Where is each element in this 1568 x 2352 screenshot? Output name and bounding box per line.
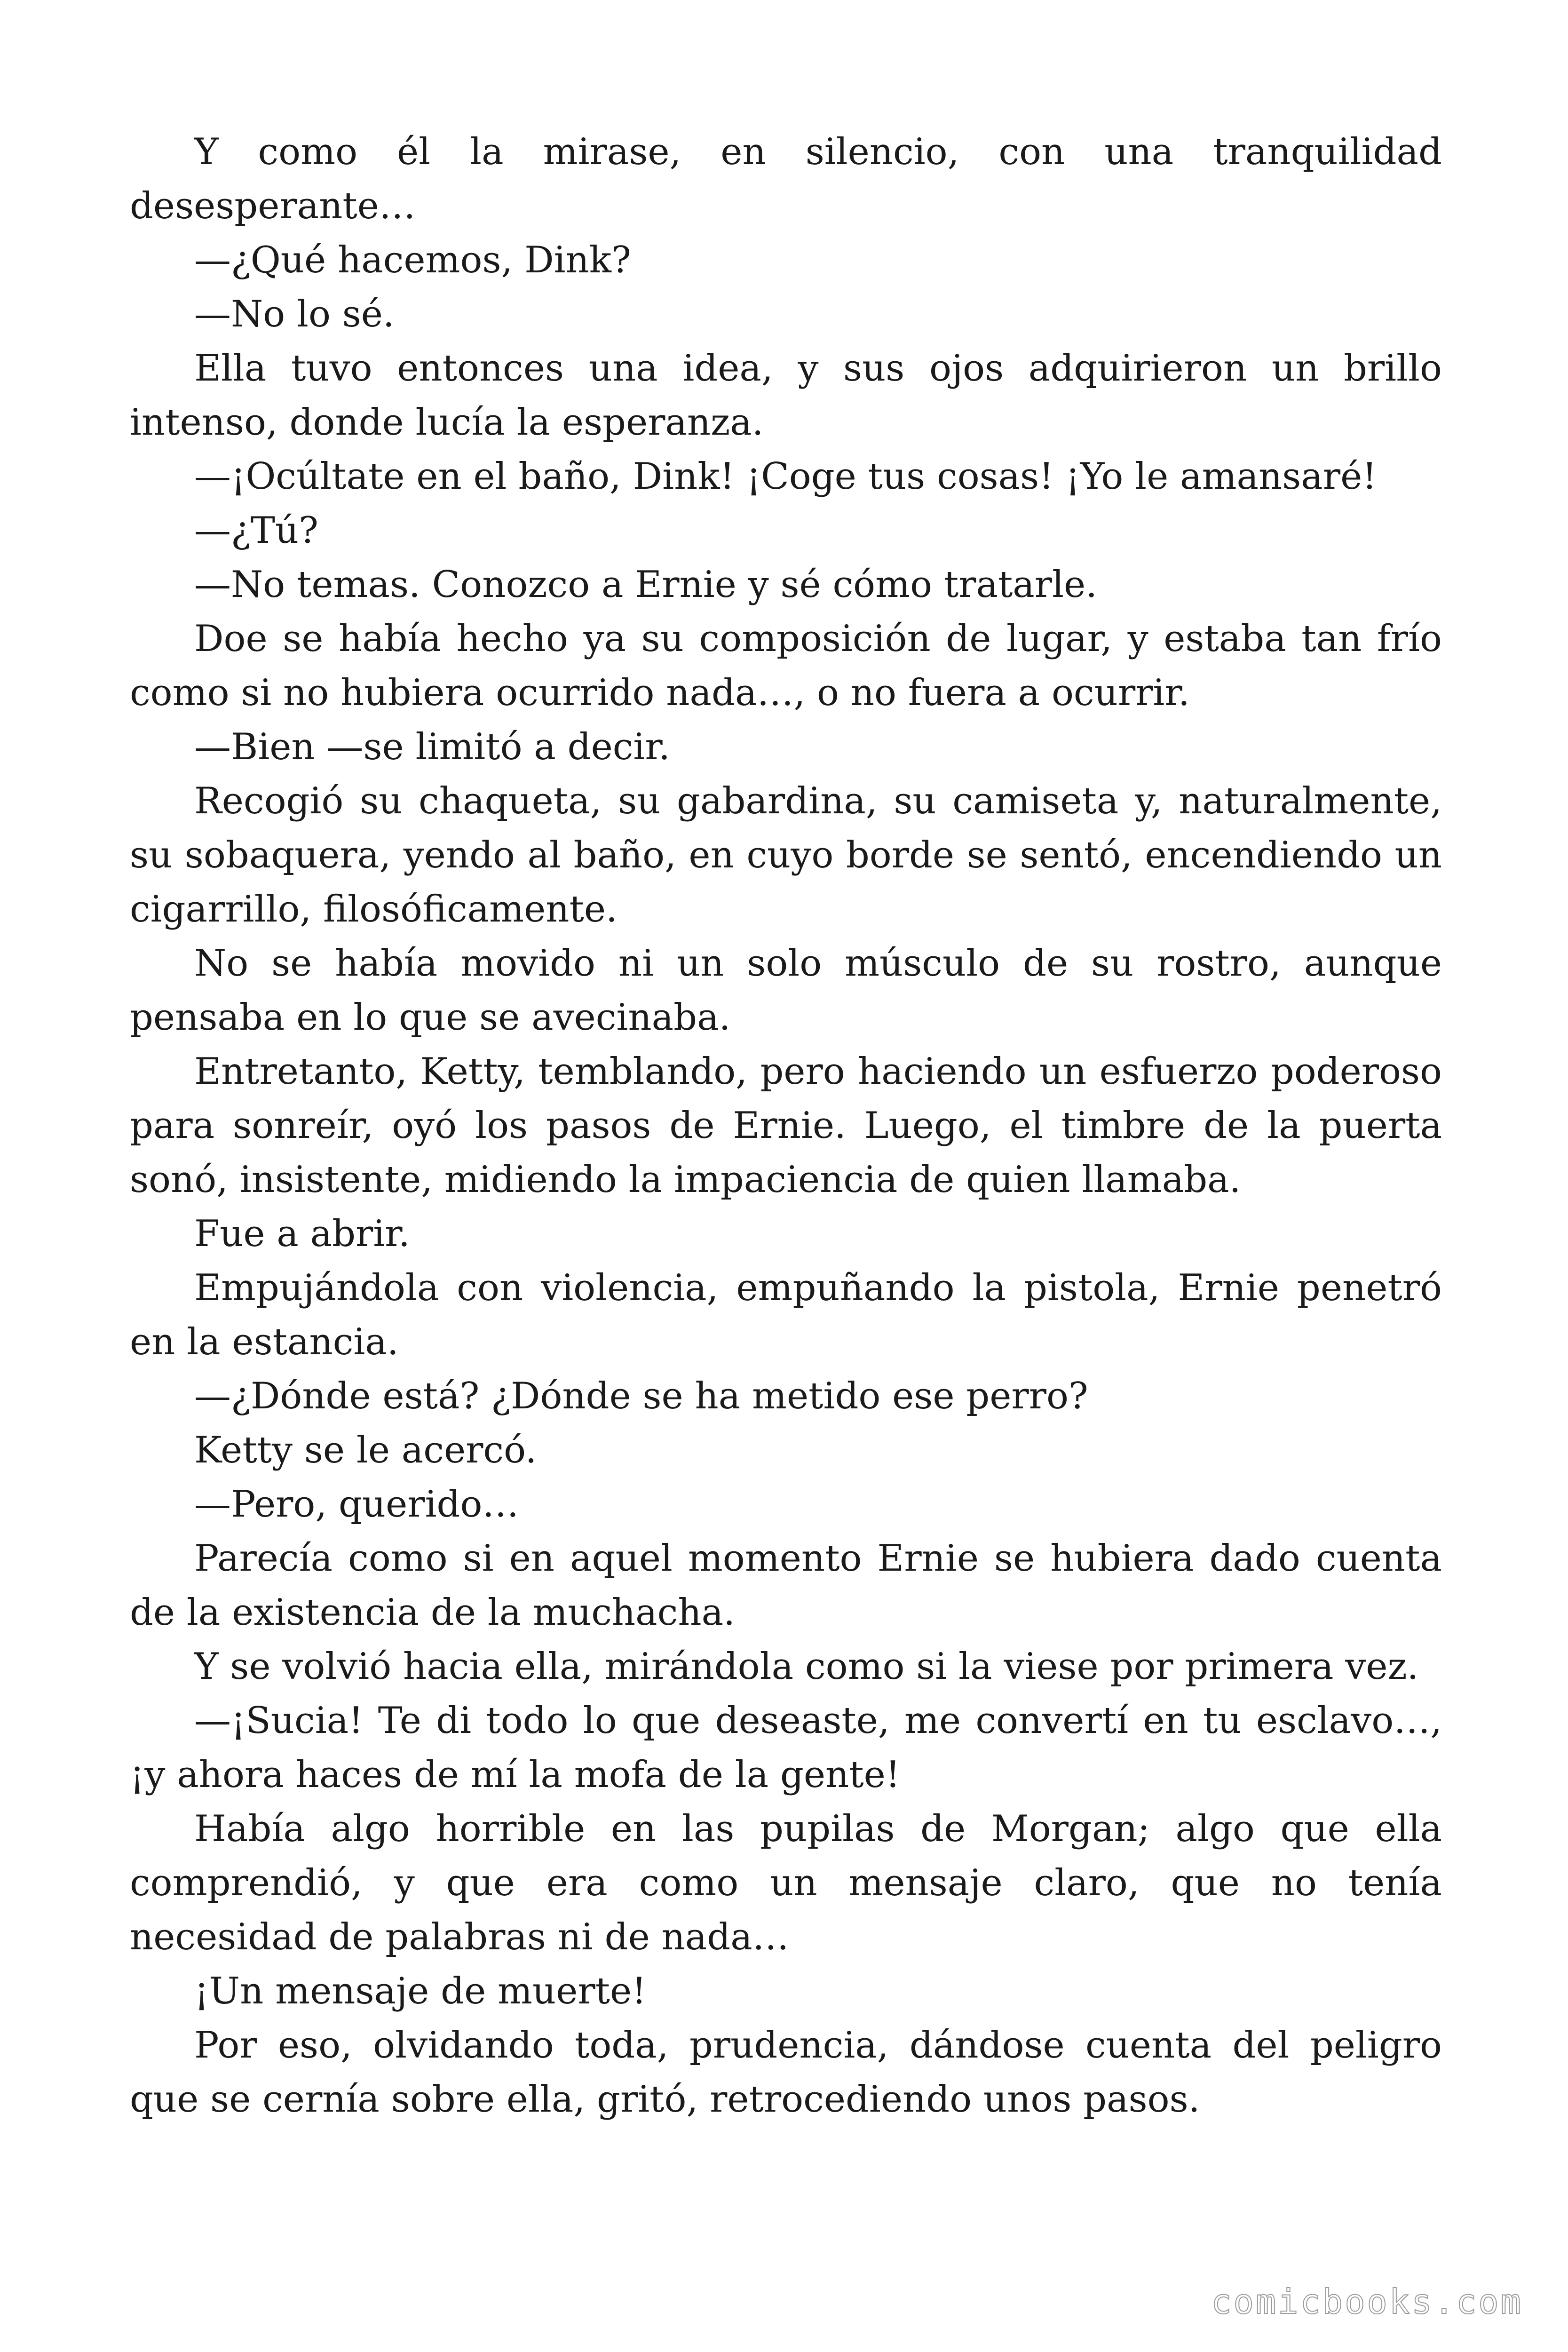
paragraph: —No lo sé. (194, 293, 395, 335)
paragraph: Empujándola con violencia, empuñando la pistola, Ernie penetró en la estancia. (130, 1267, 1442, 1363)
paragraph: Ketty se le acercó. (194, 1429, 537, 1471)
paragraph: Había algo horrible en las pupilas de Morgan; algo que ella comprendió, y que era como un mensaje claro, que no tenía necesidad de palabras ni de nada… (130, 1808, 1442, 1958)
paragraph: —¿Dónde está? ¿Dónde se ha metido ese perro? (194, 1375, 1088, 1417)
paragraph: —Bien —se limitó a decir. (194, 726, 670, 768)
paragraph: —¿Tú? (194, 509, 318, 552)
paragraph: —¡Ocúltate en el baño, Dink! ¡Coge tus cosas! ¡Yo le amansaré! (194, 455, 1377, 498)
page-body (130, 125, 1442, 2127)
watermark: comicbooks.com (1211, 2282, 1523, 2321)
paragraph: Y como él la mirase, en silencio, con una tranquilidad desesperante… (130, 131, 1442, 227)
paragraph: No se había movido ni un solo músculo de su rostro, aunque pensaba en lo que se avecinaba. (130, 942, 1442, 1039)
paragraph: Fue a abrir. (194, 1213, 410, 1255)
paragraph: —Pero, querido… (194, 1483, 519, 1526)
paragraph: Entretanto, Ketty, temblando, pero haciendo un esfuerzo poderoso para sonreír, oyó los pasos de Ernie. Luego, el timbre de la puerta sonó, insistente, midiendo la impaciencia de quien llamaba. (130, 1050, 1442, 1201)
paragraph: —No temas. Conozco a Ernie y sé cómo tratarle. (194, 564, 1097, 606)
paragraph: Ella tuvo entonces una idea, y sus ojos adquirieron un brillo intenso, donde lucía la esperanza. (130, 347, 1442, 444)
paragraph: Parecía como si en aquel momento Ernie se hubiera dado cuenta de la existencia de la muchacha. (130, 1537, 1442, 1634)
paragraph: Doe se había hecho ya su composición de lugar, y estaba tan frío como si no hubiera ocurrido nada…, o no fuera a ocurrir. (130, 618, 1442, 714)
paragraph: Recogió su chaqueta, su gabardina, su camiseta y, naturalmente, su sobaquera, yendo al baño, en cuyo borde se sentó, encendiendo un cigarrillo, filosóficamente. (130, 780, 1442, 930)
paragraph: Y se volvió hacia ella, mirándola como si la viese por primera vez. (194, 1645, 1419, 1688)
paragraph: —¡Sucia! Te di todo lo que deseaste, me convertí en tu esclavo…, ¡y ahora haces de mí la mofa de la gente! (130, 1700, 1442, 1796)
paragraph: —¿Qué hacemos, Dink? (194, 239, 631, 281)
paragraph: ¡Un mensaje de muerte! (194, 1970, 647, 2012)
paragraph: Por eso, olvidando toda, prudencia, dándose cuenta del peligro que se cernía sobre ella, gritó, retrocediendo unos pasos. (130, 2024, 1442, 2121)
